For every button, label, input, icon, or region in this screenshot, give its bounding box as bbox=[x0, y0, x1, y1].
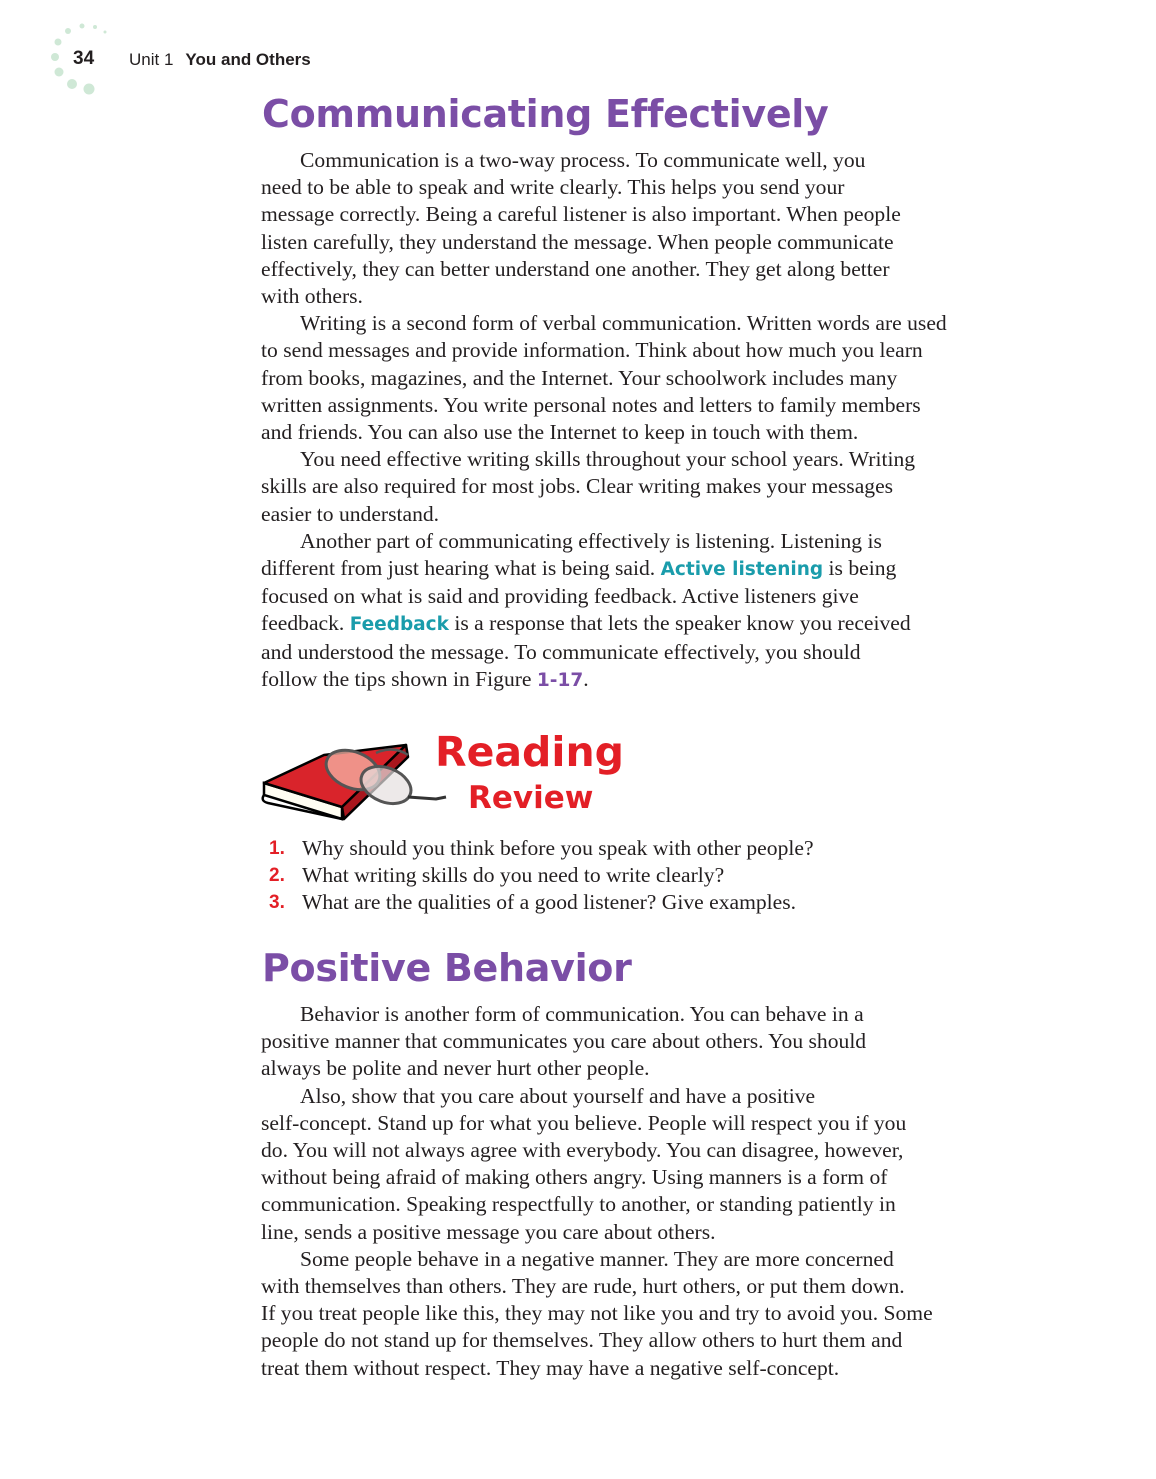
list-item bbox=[261, 889, 1021, 916]
term-feedback: Feedback bbox=[349, 614, 449, 636]
question-text: Why should you think before you speak with other people? bbox=[302, 836, 814, 860]
question-number: 3. bbox=[269, 892, 285, 914]
reading-review-title: Reading bbox=[435, 728, 624, 776]
paragraph: Communication is a two-way process. To communicate well, you need to be able to speak and write clearly. This helps you send your message correctly. Being a careful listener is also important. When people listen carefully, they understand the message. When people communicate effectively, they can better understand one another. They get along better with others. bbox=[261, 148, 901, 309]
running-header bbox=[129, 50, 311, 70]
unit-label: Unit 1 bbox=[129, 50, 174, 69]
paragraph: You need effective writing skills throughout your school years. Writing skills are also required for most jobs. Clear writing makes your messages easier to understand. bbox=[261, 447, 916, 526]
section-heading-positive-behavior: Positive Behavior bbox=[262, 946, 632, 990]
paragraph: Some people behave in a negative manner. They are more concerned with themselves than others. They are rude, hurt others, or put them down. If you treat people like this, they may not like you and try to avoid you. Some people do not stand up for themselves. They allow others to hurt them and treat them without respect. They may have a negative self-concept. bbox=[261, 1246, 933, 1380]
question-text: What are the qualities of a good listener? Give examples. bbox=[302, 890, 797, 915]
list-item bbox=[261, 862, 1021, 889]
section-heading-communicating: Communicating Effectively bbox=[262, 92, 829, 136]
section1-body bbox=[261, 147, 1051, 694]
paragraph: Another part of communicating effectively is listening. Listening is different from just hearing what is being said. Active listening is being focused on what is said and providing feedback. Active listeners give feedback. Feedback is a response that lets the speaker know you received and understood the message. To communicate effectively, you should follow the tips shown in Figure 1-17. bbox=[261, 528, 911, 691]
question-number: 1. bbox=[269, 838, 285, 859]
term-active-listening: Active listening bbox=[660, 559, 824, 581]
list-item bbox=[261, 835, 1021, 862]
question-number: 2. bbox=[269, 865, 285, 887]
decorative-dots-icon bbox=[0, 0, 120, 100]
paragraph: Behavior is another form of communication. You can behave in a positive manner that communicates you care about others. You should always be polite and never hurt other people. bbox=[261, 1002, 867, 1081]
reading-review-subtitle: Review bbox=[468, 780, 594, 816]
paragraph: Writing is a second form of verbal communication. Written words are used to send messages and provide information. Think about how much you learn from books, magazines, and the Internet. Your schoolwork includes many written assignments. You write personal notes and letters to family members and friends. You can also use the Internet to keep in touch with them. bbox=[261, 311, 947, 445]
page-number: 34 bbox=[73, 48, 95, 69]
question-text: What writing skills do you need to write clearly? bbox=[302, 863, 725, 888]
page-header bbox=[0, 0, 1156, 100]
unit-title: You and Others bbox=[185, 50, 311, 69]
section2-body bbox=[261, 1001, 1051, 1382]
paragraph: Also, show that you care about yourself and have a positive self-concept. Stand up for what you believe. People will respect you if you do. You will not always agree with everybody. You can disagree, however, without being afraid of making others angry. Using manners is a form of communication. Speaking respectfully to another, or standing patiently in line, sends a positive message you care about others. bbox=[261, 1083, 907, 1244]
figure-reference: 1-17 bbox=[536, 669, 584, 691]
review-questions bbox=[261, 835, 1021, 917]
